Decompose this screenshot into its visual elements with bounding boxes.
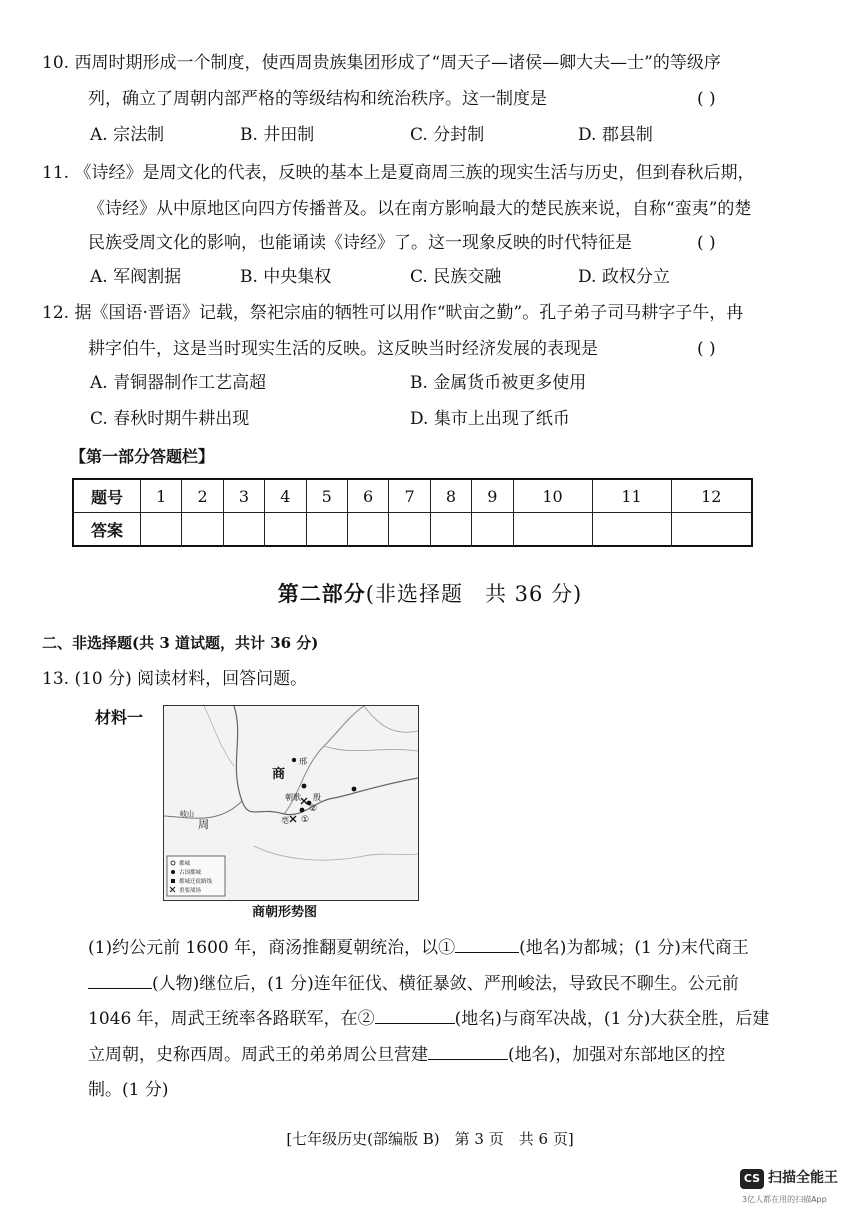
question-number-cell: 11 (592, 479, 671, 513)
q12-option-c: C. 春秋时期牛耕出现 (90, 409, 250, 429)
map-label-yin: 殷 (313, 793, 321, 802)
map-legend-4: 重要战场 (179, 888, 202, 894)
question-number-cell: 9 (472, 479, 513, 513)
camscanner-logo-icon: CS (740, 1169, 764, 1189)
question-number-cell: 6 (347, 479, 388, 513)
map-caption: 商朝形势图 (252, 905, 318, 920)
material-one-label: 材料一 (95, 708, 144, 727)
map-legend-2: 古国都城 (179, 870, 202, 876)
part2-title-main: 第二部分 (277, 581, 366, 606)
blank-built-city[interactable] (428, 1043, 508, 1060)
question-number-header: 题号 (73, 479, 141, 513)
q12-option-a: A. 青铜器制作工艺高超 (90, 373, 267, 393)
camscanner-name: 扫描全能王 (768, 1170, 838, 1186)
answer-cell[interactable] (223, 513, 264, 547)
q13-1-line1-end: (地名)为都城；(1 分)末代商王 (519, 938, 749, 958)
q11-option-d: D. 政权分立 (578, 267, 670, 287)
q11-line2: 《诗经》从中原地区向四方传播普及。以在南方影响最大的楚民族来说，自称“蛮夷”的楚 (88, 199, 752, 219)
q13-1-line2-end: (人物)继位后，(1 分)连年征伐、横征暴敛、严刑峻法，导致民不聊生。公元前 (152, 974, 739, 994)
answer-section-title: 【第一部分答题栏】 (70, 447, 215, 466)
q11-option-c: C. 民族交融 (410, 267, 502, 287)
page-footer: [七年级历史(部编版 B) 第 3 页 共 6 页] (286, 1130, 574, 1148)
question-number-cell: 4 (265, 479, 306, 513)
q12-option-d: D. 集市上出现了纸币 (410, 409, 570, 429)
map-label-mountain: 岐山 (180, 810, 194, 818)
map-label-zhou: 周 (198, 818, 209, 831)
q13-1-line4-start: 立周朝，史称西周。周武王的弟弟周公旦营建 (88, 1045, 428, 1065)
q13-1-line3 (88, 1007, 769, 1030)
q12-line2: 耕字伯牛，这是当时现实生活的反映。这反映当时经济发展的表现是 (88, 339, 598, 359)
blank-last-shang-king[interactable] (88, 972, 152, 989)
answer-cell[interactable] (265, 513, 306, 547)
question-number-cell: 3 (223, 479, 264, 513)
part2-title (0, 578, 860, 608)
q12-option-b: B. 金属货币被更多使用 (410, 373, 587, 393)
q10-option-a: A. 宗法制 (90, 125, 165, 145)
answer-cell[interactable] (182, 513, 223, 547)
q10-option-c: C. 分封制 (410, 125, 485, 145)
answer-table (72, 478, 753, 547)
q13-1-line1-start: (1)约公元前 1600 年，商汤推翻夏朝统治，以① (88, 938, 456, 958)
answer-cell[interactable] (389, 513, 430, 547)
answer-table-answer-row (73, 513, 752, 547)
q11-line3: 民族受周文化的影响，也能诵读《诗经》了。这一现象反映的时代特征是 (88, 233, 632, 253)
map-label-num2: ② (309, 804, 318, 814)
q13-1-line5: 制。(1 分) (88, 1080, 169, 1100)
question-number-cell: 5 (306, 479, 347, 513)
q13-1-line1 (88, 936, 749, 959)
part2-title-detail: (非选择题 共 36 分) (365, 582, 583, 606)
q13-1-line4 (88, 1043, 725, 1066)
map-label-chaoge: 朝歌 (285, 793, 301, 802)
q10-line2: 列，确立了周朝内部严格的等级结构和统治秩序。这一制度是 (88, 89, 547, 109)
q13-1-line4-end: (地名)，加强对东部地区的控 (508, 1045, 726, 1065)
question-number-cell: 12 (671, 479, 752, 513)
camscanner-tagline: 3亿人都在用的扫描App (742, 1195, 827, 1204)
q13-prompt: 13. (10 分) 阅读材料，回答问题。 (42, 669, 308, 689)
map-label-bo: 亳 (281, 816, 289, 825)
q10-option-b: B. 井田制 (240, 125, 315, 145)
answer-table-number-row (73, 479, 752, 513)
q13-1-line3-end: (地名)与商军决战，(1 分)大获全胜，后建 (454, 1009, 770, 1029)
q10-line1: 10. 西周时期形成一个制度，使西周贵族集团形成了“周天子—诸侯—卿大夫—士”的等级序 (42, 53, 721, 73)
q11-option-a: A. 军阀割据 (90, 267, 182, 287)
answer-cell[interactable] (141, 513, 182, 547)
q12-answer-paren: ( ) (697, 339, 716, 359)
question-number-cell: 1 (141, 479, 182, 513)
blank-capital-city[interactable] (455, 936, 519, 953)
map-label-num1: ① (301, 815, 310, 825)
q10-option-d: D. 郡县制 (578, 125, 653, 145)
q11-option-b: B. 中央集权 (240, 267, 332, 287)
map-legend-1: 都城 (179, 861, 191, 867)
answer-cell[interactable] (430, 513, 471, 547)
answer-cell[interactable] (592, 513, 671, 547)
part2-section-heading: 二、非选择题(共 3 道试题，共计 36 分) (42, 634, 319, 652)
map-label-xing: 邢 (299, 757, 307, 766)
q11-answer-paren: ( ) (697, 233, 716, 253)
answer-cell[interactable] (472, 513, 513, 547)
map-label-shang: 商 (272, 767, 286, 782)
q11-line1: 11. 《诗经》是周文化的代表，反映的基本上是夏商周三族的现实生活与历史，但到春秋后期， (42, 163, 755, 183)
answer-header: 答案 (73, 513, 141, 547)
question-number-cell: 7 (389, 479, 430, 513)
q13-1-line2 (88, 972, 739, 995)
q12-line1: 12. 据《国语·晋语》记载，祭祀宗庙的牺牲可以用作“畎亩之勤”。孔子弟子司马耕字子牛，冉 (42, 303, 744, 323)
q13-1-line3-start: 1046 年，周武王统率各路联军，在② (88, 1009, 375, 1029)
question-number-cell: 2 (182, 479, 223, 513)
map-drawing (164, 706, 418, 900)
answer-cell[interactable] (306, 513, 347, 547)
blank-battle-site[interactable] (375, 1007, 455, 1024)
answer-cell[interactable] (671, 513, 752, 547)
question-number-cell: 8 (430, 479, 471, 513)
answer-cell[interactable] (513, 513, 592, 547)
shang-map (163, 705, 419, 901)
q10-answer-paren: ( ) (697, 89, 716, 109)
question-number-cell: 10 (513, 479, 592, 513)
answer-cell[interactable] (347, 513, 388, 547)
map-legend-3: 都城迁徙路线 (179, 879, 213, 885)
